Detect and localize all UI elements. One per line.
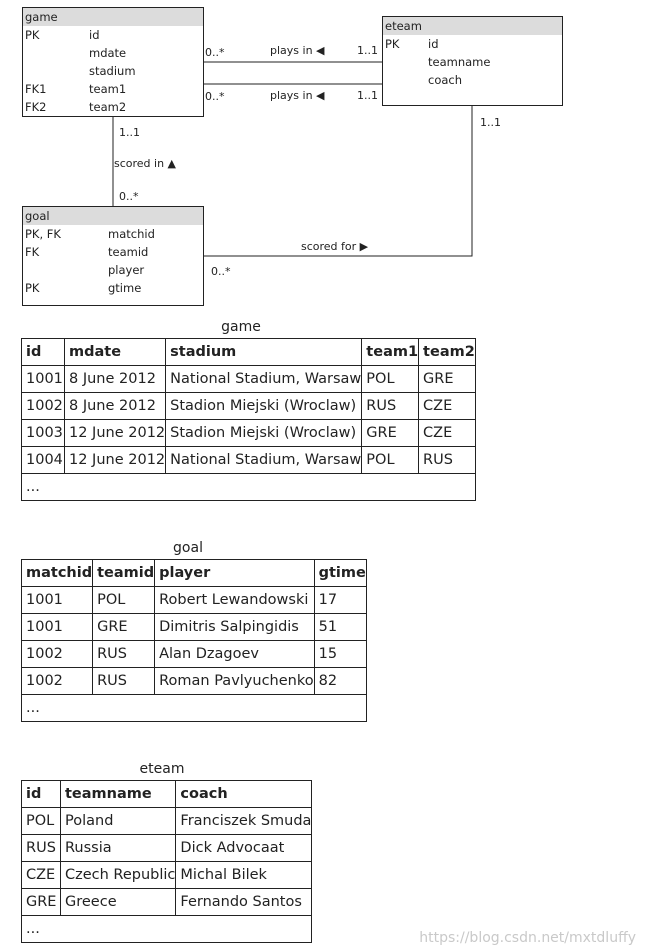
multiplicity-label: 0..* [205,90,225,103]
table-cell: RUS [93,641,155,668]
entity-row [23,225,203,243]
column-header: teamname [61,781,176,808]
entity-row [23,62,203,80]
entity-eteam [382,16,563,106]
entity-row [23,279,203,297]
table-eteam [21,780,312,943]
table-cell: 1001 [22,366,65,393]
entity-goal [22,206,204,306]
table-cell: Michal Bilek [176,862,312,889]
entity-row [23,98,203,116]
column-header: coach [176,781,312,808]
field-label: teamname [428,55,491,69]
relation-label: plays in ◀ [270,44,325,57]
table-goal [21,559,367,722]
column-header: id [22,339,65,366]
table-caption-game: game [221,319,261,335]
entity-row [383,71,562,89]
multiplicity-label: 1..1 [357,44,378,57]
table-cell: POL [362,447,419,474]
field-label: teamid [108,245,149,259]
table-cell: RUS [93,668,155,695]
entity-title: goal [23,207,203,225]
key-label: PK [385,37,400,51]
table-caption-goal: goal [173,540,203,556]
table-cell: Russia [61,835,176,862]
table-cell: Dick Advocaat [176,835,312,862]
entity-title: game [23,8,203,26]
table-cell: GRE [93,614,155,641]
table-cell: 1002 [22,641,93,668]
field-label: team2 [89,100,127,114]
table-cell: Czech Republic [61,862,176,889]
table-cell: Alan Dzagoev [155,641,315,668]
table-row [22,835,312,862]
relation-label: scored in ▲ [114,157,177,170]
key-label: PK [25,28,40,42]
column-header: stadium [166,339,362,366]
column-header: mdate [65,339,166,366]
table-row [22,641,367,668]
table-cell: 82 [314,668,366,695]
field-label: matchid [108,227,155,241]
table-cell: Roman Pavlyuchenko [155,668,315,695]
table-cell: 1002 [22,393,65,420]
entity-game [22,7,204,117]
table-cell: 12 June 2012 [65,447,166,474]
table-cell: 8 June 2012 [65,366,166,393]
table-cell: POL [93,587,155,614]
table-row-more [22,695,367,722]
table-cell: CZE [22,862,61,889]
key-label: PK [25,281,40,295]
key-label: PK, FK [25,227,61,241]
entity-row [383,53,562,71]
table-row-more [22,916,312,943]
field-label: team1 [89,82,127,96]
key-label: FK2 [25,100,47,114]
column-header: team2 [419,339,476,366]
multiplicity-label: 1..1 [119,126,140,139]
table-cell: CZE [419,420,476,447]
column-header: player [155,560,315,587]
table-game [21,338,476,501]
table-cell: GRE [362,420,419,447]
key-label: FK1 [25,82,47,96]
watermark: https://blog.csdn.net/mxtdluffy [419,930,636,946]
entity-row [383,35,562,53]
table-more-cell: ... [22,916,312,943]
table-cell: 1001 [22,614,93,641]
table-header-row [22,560,367,587]
table-row [22,862,312,889]
table-cell: RUS [419,447,476,474]
field-label: stadium [89,64,136,78]
multiplicity-label: 1..1 [480,116,501,129]
table-cell: 1001 [22,587,93,614]
multiplicity-label: 0..* [205,46,225,59]
table-row [22,614,367,641]
relation-line-scored-for [204,106,472,256]
table-cell: Stadion Miejski (Wroclaw) [166,420,362,447]
table-cell: RUS [362,393,419,420]
table-row [22,366,476,393]
table-cell: 51 [314,614,366,641]
table-cell: POL [22,808,61,835]
entity-row [23,243,203,261]
entity-row [23,44,203,62]
table-cell: 1002 [22,668,93,695]
table-row [22,447,476,474]
table-header-row [22,781,312,808]
multiplicity-label: 0..* [211,265,231,278]
entity-row [23,261,203,279]
table-cell: 1003 [22,420,65,447]
relation-label: scored for ▶ [301,240,369,253]
column-header: teamid [93,560,155,587]
field-label: mdate [89,46,127,60]
table-cell: National Stadium, Warsaw [166,447,362,474]
entity-title: eteam [383,17,562,35]
table-more-cell: ... [22,474,476,501]
table-cell: 1004 [22,447,65,474]
field-label: coach [428,73,463,87]
table-row [22,889,312,916]
relation-label: plays in ◀ [270,89,325,102]
table-cell: 8 June 2012 [65,393,166,420]
table-row [22,808,312,835]
table-cell: Fernando Santos [176,889,312,916]
table-row-more [22,474,476,501]
table-row [22,587,367,614]
column-header: team1 [362,339,419,366]
table-cell: RUS [22,835,61,862]
field-label: id [89,28,100,42]
field-label: player [108,263,145,277]
table-cell: CZE [419,393,476,420]
table-cell: 17 [314,587,366,614]
table-cell: Robert Lewandowski [155,587,315,614]
column-header: id [22,781,61,808]
table-cell: 12 June 2012 [65,420,166,447]
field-label: id [428,37,439,51]
table-more-cell: ... [22,695,367,722]
table-cell: Stadion Miejski (Wroclaw) [166,393,362,420]
column-header: matchid [22,560,93,587]
table-cell: Dimitris Salpingidis [155,614,315,641]
table-row [22,420,476,447]
table-cell: POL [362,366,419,393]
table-cell: Franciszek Smuda [176,808,312,835]
table-cell: GRE [419,366,476,393]
key-label: FK [25,245,40,259]
column-header: gtime [314,560,366,587]
entity-row [23,80,203,98]
multiplicity-label: 0..* [119,190,139,203]
table-row [22,668,367,695]
multiplicity-label: 1..1 [357,89,378,102]
field-label: gtime [108,281,142,295]
table-caption-eteam: eteam [139,761,185,777]
table-cell: GRE [22,889,61,916]
entity-row [23,26,203,44]
table-cell: Poland [61,808,176,835]
table-header-row [22,339,476,366]
table-cell: Greece [61,889,176,916]
table-cell: 15 [314,641,366,668]
table-row [22,393,476,420]
table-cell: National Stadium, Warsaw [166,366,362,393]
